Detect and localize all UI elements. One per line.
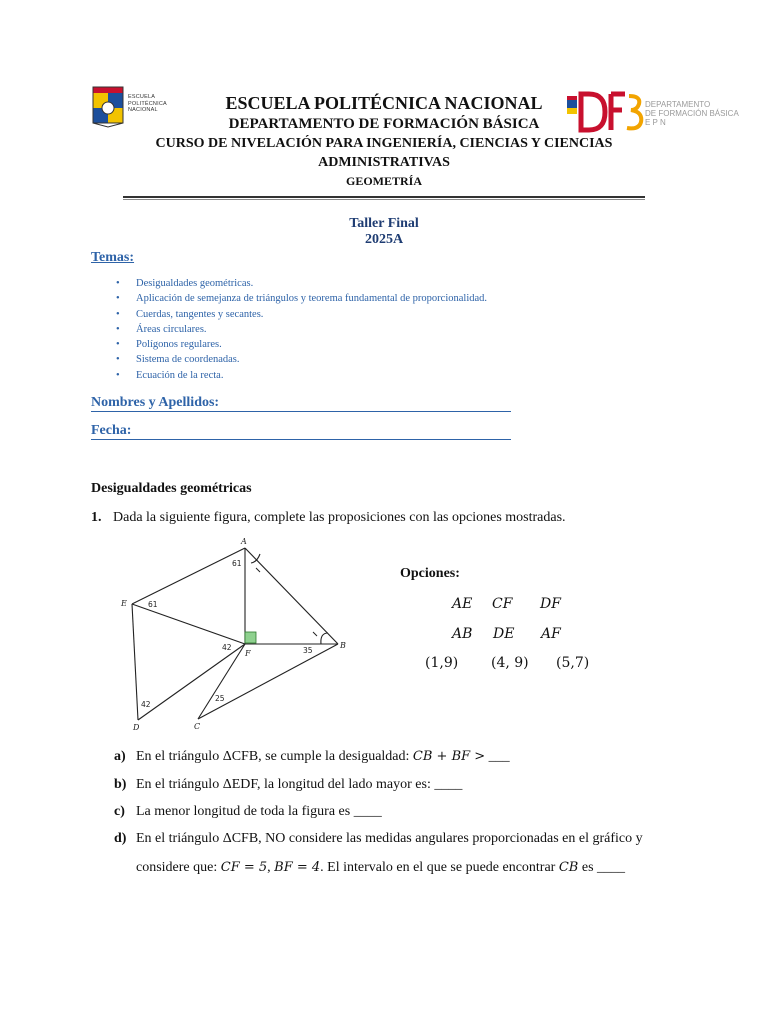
list-item: • Polígonos regulares. — [116, 337, 487, 352]
header-divider-thin — [123, 199, 645, 200]
segment-ab — [245, 548, 338, 644]
temas-list — [116, 276, 487, 383]
option-df: DF — [540, 596, 561, 612]
question-number: 1. — [91, 510, 102, 525]
angle-label-d: 42 — [141, 700, 151, 709]
item-a: a) En el triángulo ΔCFB, se cumple la desigualdad: CB + BF > ___ — [114, 749, 510, 764]
right-angle-marker — [245, 632, 256, 643]
list-item: • Cuerdas, tangentes y secantes. — [116, 307, 487, 322]
list-item: • Ecuación de la recta. — [116, 368, 487, 383]
subject-title: GEOMETRÍA — [345, 174, 422, 188]
point-label-a: A — [241, 537, 247, 546]
section-title: Desigualdades geométricas — [91, 481, 252, 496]
option-de: DE — [493, 626, 515, 642]
list-item: • Áreas circulares. — [116, 322, 487, 337]
list-item: • Aplicación de semejanza de triángulos y teorema fundamental de proporcionalidad. — [116, 291, 487, 306]
list-item: • Sistema de coordenadas. — [116, 352, 487, 367]
option-cf: CF — [492, 596, 513, 612]
item-d: d) En el triángulo ΔCFB, NO considere las medidas angulares proporcionadas en el gráfico y — [114, 831, 643, 846]
arc-tick-a — [256, 568, 260, 572]
item-d-line2: considere que: CF = 5, BF = 4. El intervalo en el que se puede encontrar CB es ____ — [136, 860, 626, 875]
document-title: Taller Final — [349, 216, 419, 231]
option-ab: AB — [452, 626, 473, 642]
question-1 — [91, 510, 566, 526]
course-title-line1: CURSO DE NIVELACIÓN PARA INGENIERÍA, CIENCIAS Y CIENCIAS — [155, 136, 613, 151]
epn-logo-name: ESCUELA POLITÉCNICA NACIONAL — [128, 94, 167, 113]
point-label-f: F — [245, 649, 251, 658]
angle-label-c: 25 — [215, 694, 225, 703]
option-af: AF — [541, 626, 561, 642]
arc-tick-b — [313, 632, 317, 636]
option-interval-3: (5,7) — [556, 655, 590, 671]
point-label-c: C — [194, 722, 201, 731]
names-field[interactable]: Nombres y Apellidos: — [91, 395, 511, 412]
angle-label-b: 35 — [303, 646, 313, 655]
item-c: c) La menor longitud de toda la figura es ____ — [114, 804, 382, 819]
option-interval-2: (4, 9) — [491, 655, 529, 671]
course-title-line2: ADMINISTRATIVAS — [318, 155, 450, 170]
options-title: Opciones: — [400, 566, 460, 581]
point-label-d: D — [133, 723, 140, 732]
department-title: DEPARTAMENTO DE FORMACIÓN BÁSICA — [228, 116, 540, 132]
institution-title: ESCUELA POLITÉCNICA NACIONAL — [225, 93, 543, 113]
segment-ae — [132, 548, 245, 604]
header-divider — [123, 196, 645, 198]
segment-fc — [198, 644, 245, 719]
option-interval-1: (1,9) — [425, 655, 459, 671]
angle-label-e: 61 — [148, 600, 158, 609]
segment-ed — [132, 604, 138, 720]
document-period: 2025A — [364, 232, 404, 247]
date-field[interactable]: Fecha: — [91, 423, 511, 440]
angle-label-a: 61 — [232, 559, 242, 568]
temas-heading: Temas: — [91, 250, 135, 265]
segment-cb — [198, 644, 338, 719]
geometry-figure — [110, 532, 360, 737]
point-label-b: B — [340, 641, 346, 650]
dfb-logo-text: DEPARTAMENTO DE FORMACIÓN BÁSICA E P N — [645, 100, 739, 127]
angle-label-f: 42 — [222, 643, 232, 652]
question-text: Dada la siguiente figura, complete las proposiciones con las opciones mostradas. — [113, 510, 566, 525]
point-label-e: E — [121, 599, 127, 608]
list-item: • Desigualdades geométricas. — [116, 276, 487, 291]
angle-arc-b — [321, 633, 328, 644]
option-ae: AE — [452, 596, 473, 612]
item-b: b) En el triángulo ΔEDF, la longitud del lado mayor es: ____ — [114, 777, 463, 792]
segment-ef — [132, 604, 245, 644]
segment-df — [138, 644, 245, 720]
